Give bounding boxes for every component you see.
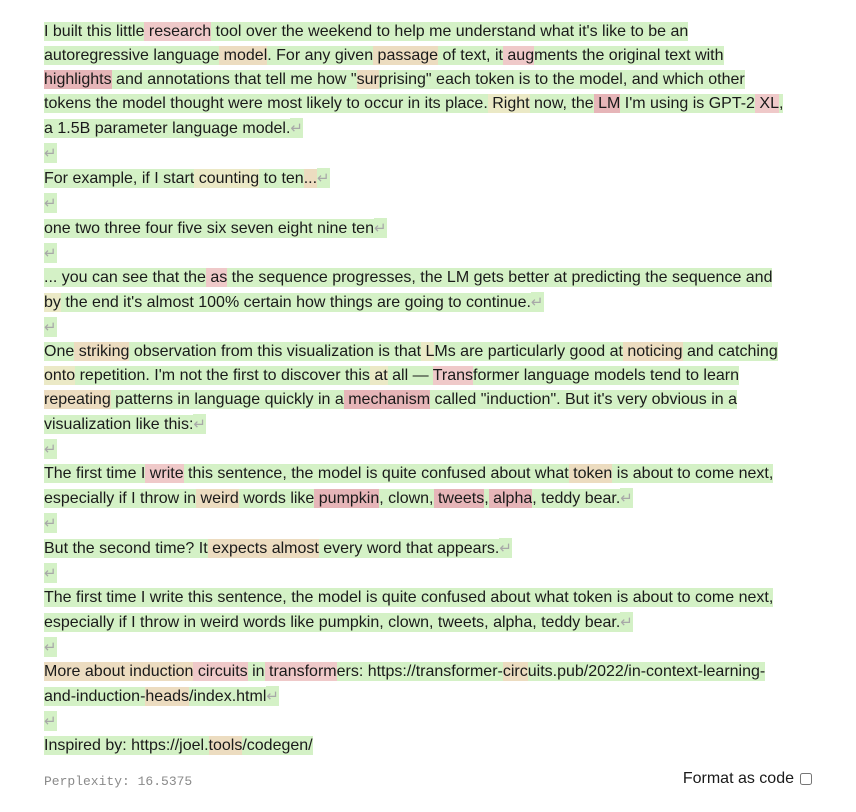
token-highlight: weird — [196, 490, 239, 507]
token-highlight: , clown, — [379, 490, 434, 507]
newline-return-icon: ↵ — [620, 613, 633, 631]
newline-return-icon: ↵ — [373, 219, 387, 237]
text-paragraph — [44, 462, 784, 511]
token-highlight: uits.pub/2022/in-context-learning-and-induction- — [44, 663, 766, 705]
token-highlight: /codegen/ — [242, 737, 313, 754]
token-highlight: alpha — [488, 490, 533, 507]
token-highlight: For example, if I start — [44, 170, 195, 187]
newline-return-icon: ↵ — [44, 638, 57, 656]
token-highlight: But the second time? It — [44, 540, 208, 557]
newline-return-icon: ↵ — [499, 539, 512, 557]
text-paragraph — [44, 315, 784, 340]
newline-return-icon: ↵ — [44, 194, 57, 212]
token-highlight: one two three four five six seven eight nine ten — [44, 220, 374, 237]
token-highlight: pumpkin — [314, 490, 380, 507]
token-highlight: tweets — [433, 490, 485, 507]
text-paragraph — [44, 536, 784, 561]
text-paragraph — [44, 660, 784, 709]
token-highlight: and catching — [682, 343, 778, 360]
token-highlight: in — [247, 663, 265, 680]
token-highlight: prising" each token is to the model, and which other tokens the model thought were most likely to occur in its place. — [44, 71, 745, 112]
token-highlight: this sentence, the model is quite confused about what — [183, 465, 569, 482]
token-highlight: , — [484, 490, 489, 507]
token-highlight: to ten — [259, 170, 304, 187]
token-highlight: One — [44, 343, 75, 360]
token-highlight: The first time I — [44, 465, 146, 482]
newline-return-icon: ↵ — [44, 564, 57, 582]
token-highlight: former language models tend to learn — [473, 367, 739, 384]
text-paragraph — [44, 586, 784, 635]
token-highlight: of text, it — [438, 47, 503, 64]
token-highlight: circuits — [193, 663, 248, 680]
token-highlight: passage — [373, 47, 439, 64]
newline-return-icon: ↵ — [266, 687, 279, 705]
token-highlight: , a 1.5B parameter language model. — [44, 95, 784, 137]
token-highlight: is about to come next, especially if I throw in — [44, 465, 774, 507]
token-highlight: /index.html — [189, 688, 267, 705]
token-highlight: all — — [387, 367, 433, 384]
perplexity-readout: Perplexity: 16.5375 — [44, 774, 193, 789]
token-highlight: XL — [754, 95, 779, 112]
token-highlight: research — [144, 23, 212, 40]
newline-return-icon: ↵ — [620, 489, 633, 507]
footer — [44, 770, 812, 794]
token-highlight: expects almost — [207, 540, 319, 557]
token-highlight: Trans — [432, 367, 474, 384]
text-paragraph — [44, 266, 784, 315]
token-highlight: highlights — [44, 71, 112, 88]
token-highlight: ... you can see that the — [44, 269, 206, 286]
token-highlight: write — [145, 465, 184, 482]
newline-return-icon: ↵ — [44, 440, 57, 458]
token-highlight: L — [421, 343, 435, 360]
format-as-code-checkbox[interactable] — [800, 773, 812, 785]
token-highlight: ... — [303, 170, 318, 187]
token-highlight: aug — [502, 47, 535, 64]
token-highlight: Right — [487, 95, 530, 112]
token-highlight: token — [568, 465, 613, 482]
token-highlight: LM — [593, 95, 621, 112]
newline-return-icon: ↵ — [193, 415, 206, 433]
token-highlight: circ — [502, 663, 528, 680]
text-paragraph — [44, 734, 784, 758]
token-highlight: observation from this visualization is that — [129, 343, 422, 360]
text-paragraph — [44, 191, 784, 216]
text-paragraph — [44, 166, 784, 191]
token-highlight: The first time I write this sentence, the model is quite confused about what token is about to come next, especially if I throw in weird words like pumpkin, clown, tweets, alpha, teddy bear. — [44, 589, 774, 631]
annotated-text — [44, 20, 784, 758]
text-paragraph — [44, 216, 784, 241]
text-paragraph — [44, 635, 784, 660]
token-highlight: model — [219, 47, 268, 64]
newline-return-icon: ↵ — [44, 514, 57, 532]
text-paragraph — [44, 340, 784, 437]
token-highlight: heads — [145, 688, 189, 705]
token-highlight: sur — [356, 71, 379, 88]
token-highlight: noticing — [622, 343, 683, 360]
newline-return-icon: ↵ — [44, 318, 57, 336]
newline-return-icon: ↵ — [44, 712, 57, 730]
token-highlight: called "induction". But it's very obvious in a visualization like this: — [44, 391, 738, 433]
token-highlight: . For any given — [267, 47, 374, 64]
token-highlight: repetition. I'm not the first to discover this — [75, 367, 370, 384]
token-highlight: words like — [238, 490, 315, 507]
newline-return-icon: ↵ — [44, 244, 57, 262]
token-highlight: ers: https://transformer- — [336, 663, 503, 680]
token-highlight: mechanism — [343, 391, 431, 408]
newline-return-icon: ↵ — [44, 144, 57, 162]
format-as-code-toggle[interactable] — [683, 770, 812, 788]
token-highlight: Ms are particularly good at — [434, 343, 623, 360]
text-paragraph — [44, 709, 784, 734]
token-highlight: the sequence progresses, the LM gets better at predicting the sequence and — [227, 269, 773, 286]
text-paragraph — [44, 511, 784, 536]
text-paragraph — [44, 241, 784, 266]
token-highlight: repeating — [44, 391, 111, 408]
token-highlight: at — [369, 367, 388, 384]
token-highlight: I'm using is GPT-2 — [620, 95, 755, 112]
text-paragraph — [44, 437, 784, 462]
token-highlight: now, the — [529, 95, 594, 112]
token-highlight: ments the original text with — [534, 47, 724, 64]
token-highlight: , teddy bear. — [532, 490, 621, 507]
newline-return-icon: ↵ — [290, 119, 303, 137]
token-highlight: by — [44, 294, 61, 311]
token-highlight: I built this little — [44, 23, 145, 40]
newline-return-icon: ↵ — [317, 169, 330, 187]
format-as-code-label: Format as code — [682, 770, 794, 787]
token-highlight: transform — [264, 663, 337, 680]
text-paragraph — [44, 561, 784, 586]
token-highlight: patterns in language quickly in a — [110, 391, 344, 408]
token-highlight: counting — [194, 170, 260, 187]
token-highlight: More about induction — [44, 663, 194, 680]
token-highlight: onto — [44, 367, 76, 384]
text-paragraph — [44, 20, 784, 141]
newline-return-icon: ↵ — [530, 293, 544, 311]
token-highlight: as — [205, 269, 228, 286]
token-highlight: every word that appears. — [318, 540, 500, 557]
text-paragraph — [44, 141, 784, 166]
token-highlight: Inspired by: https://joel. — [44, 737, 209, 754]
token-highlight: tool over the weekend to help me understand what it's like to be an autoregressive language — [44, 23, 689, 64]
token-highlight: the end it's almost 100% certain how things are going to continue. — [60, 294, 531, 311]
token-highlight: and annotations that tell me how " — [111, 71, 357, 88]
token-highlight: tools — [208, 737, 243, 754]
token-highlight: striking — [74, 343, 130, 360]
